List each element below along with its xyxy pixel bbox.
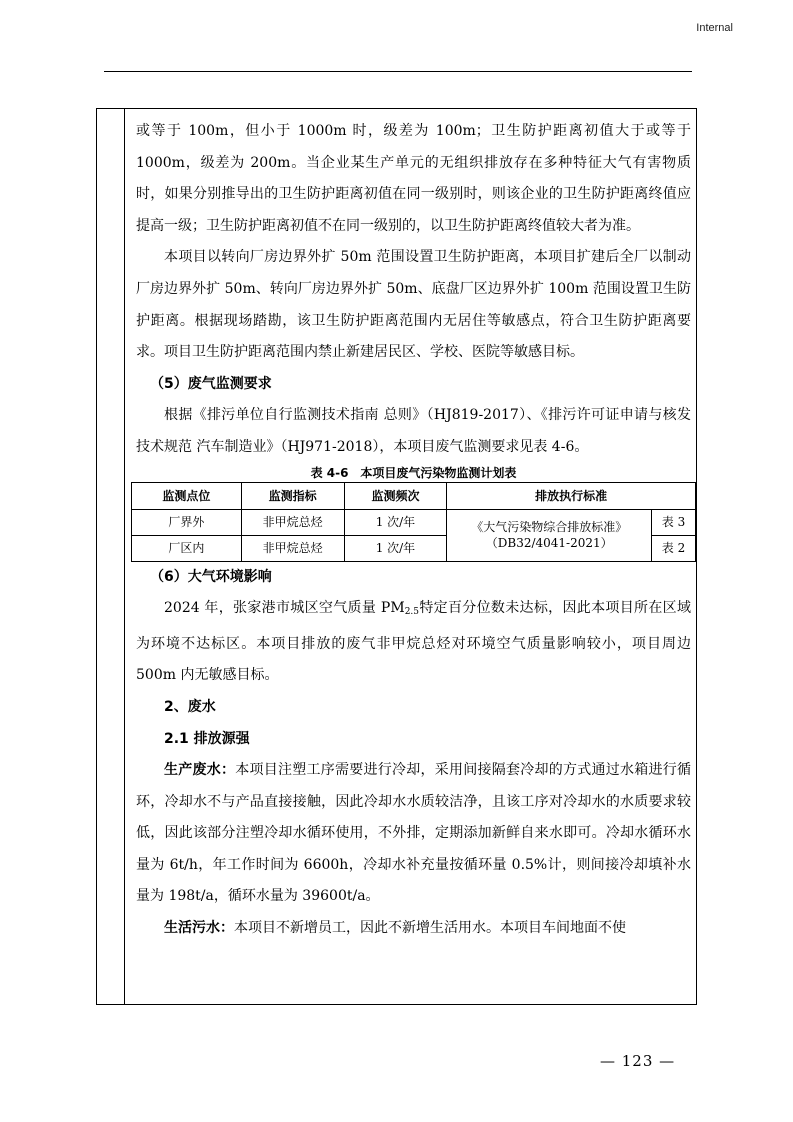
- classification-label: Internal: [696, 22, 733, 34]
- paragraph-domestic-sewage: [136, 913, 691, 945]
- table-caption: 表 4-6 本项目废气污染物监测计划表: [310, 465, 517, 480]
- cell-indicator: 非甲烷总烃: [241, 535, 344, 561]
- table-header-row: [132, 482, 696, 509]
- paragraph-distance-grading: 或等于 100m，但小于 1000m 时，级差为 100m；卫生防护距离初值大于或等于 1000m，级差为 200m。当企业某生产单元的无组织排放存在多种特征大气有害物质时，如果分别推导出的卫生防护距离初值在同一级别时，则该企业的卫生防护距离终值应提高一级；卫生防护距离初值不在同一级别的，以卫生防护距离终值较大者为准。: [136, 123, 691, 234]
- standard-name: 《大气污染物综合排放标准》: [471, 520, 628, 535]
- heading-wastewater: 2、废水: [164, 698, 216, 715]
- heading-air-impact: （6）大气环境影响: [150, 568, 272, 585]
- frame-left-column-divider: [124, 109, 125, 1004]
- standard-code: （DB32/4041-2021）: [485, 536, 613, 551]
- monitoring-plan-table: [131, 482, 696, 562]
- production-wastewater-text: 本项目注塑工序需要进行冷却，采用间接隔套冷却的方式通过水箱进行循环，冷却水不与产品直接接触，因此冷却水水质较洁净，且该工序对冷却水的水质要求较低，因此该部分注塑冷却水循环使用，不外排，定期添加新鲜自来水即可。冷却水循环水量为 6t/h，年工作时间为 6600h，冷却水补充量按循环量 0.5%计，则间接冷却填补水量为 198t/a，循环水量为 39600t/a。: [136, 762, 691, 905]
- pm-subscript: 2.5: [404, 607, 420, 618]
- col-header-standard: 排放执行标准: [447, 482, 696, 509]
- table-row: [132, 509, 696, 535]
- header-rule: [104, 71, 692, 72]
- col-header-frequency: 监测频次: [344, 482, 447, 509]
- cell-frequency: 1 次/年: [344, 509, 447, 535]
- cell-point: 厂区内: [132, 535, 242, 561]
- cell-table-ref: 表 3: [652, 509, 696, 535]
- paragraph-monitoring-basis: 根据《排污单位自行监测技术指南 总则》（HJ819-2017）、《排污许可证申请与核发技术规范 汽车制造业》（HJ971-2018），本项目废气监测要求见表 4-6。: [136, 407, 691, 455]
- col-header-point: 监测点位: [132, 482, 242, 509]
- cell-standard: [447, 509, 652, 561]
- cell-frequency: 1 次/年: [344, 535, 447, 561]
- domestic-sewage-text: 本项目不新增员工，因此不新增生活用水。本项目车间地面不使: [234, 920, 626, 937]
- domestic-sewage-label: 生活污水：: [164, 920, 234, 937]
- heading-emission-source: 2.1 排放源强: [164, 730, 250, 747]
- cell-table-ref: 表 2: [652, 535, 696, 561]
- paragraph-protection-distance: 本项目以转向厂房边界外扩 50m 范围设置卫生防护距离，本项目扩建后全厂以制动厂房边界外扩 50m、转向厂房边界外扩 50m、底盘厂区边界外扩 100m 范围设置卫生防护距离。根据现场踏勘，该卫生防护距离范围内无居住等敏感点，符合卫生防护距离要求。项目卫生防护距离范围内禁止新建居民区、学校、医院等敏感目标。: [136, 249, 691, 361]
- cell-indicator: 非甲烷总烃: [241, 509, 344, 535]
- air-quality-text-pre: 2024 年，张家港市城区空气质量 PM: [164, 600, 405, 617]
- paragraph-air-quality: [136, 593, 691, 692]
- production-wastewater-label: 生产废水：: [164, 762, 236, 779]
- heading-gas-monitoring: （5）废气监测要求: [150, 375, 272, 392]
- air-quality-text-post: 特定百分位数未达标，因此本项目所在区域为环境不达标区。本项目排放的废气非甲烷总烃对环境空气质量影响较小，项目周边 500m 内无敏感目标。: [136, 600, 691, 684]
- col-header-indicator: 监测指标: [241, 482, 344, 509]
- document-body: [136, 116, 691, 945]
- page-number: — 123 —: [600, 1052, 676, 1070]
- paragraph-production-wastewater: [136, 755, 691, 913]
- cell-point: 厂界外: [132, 509, 242, 535]
